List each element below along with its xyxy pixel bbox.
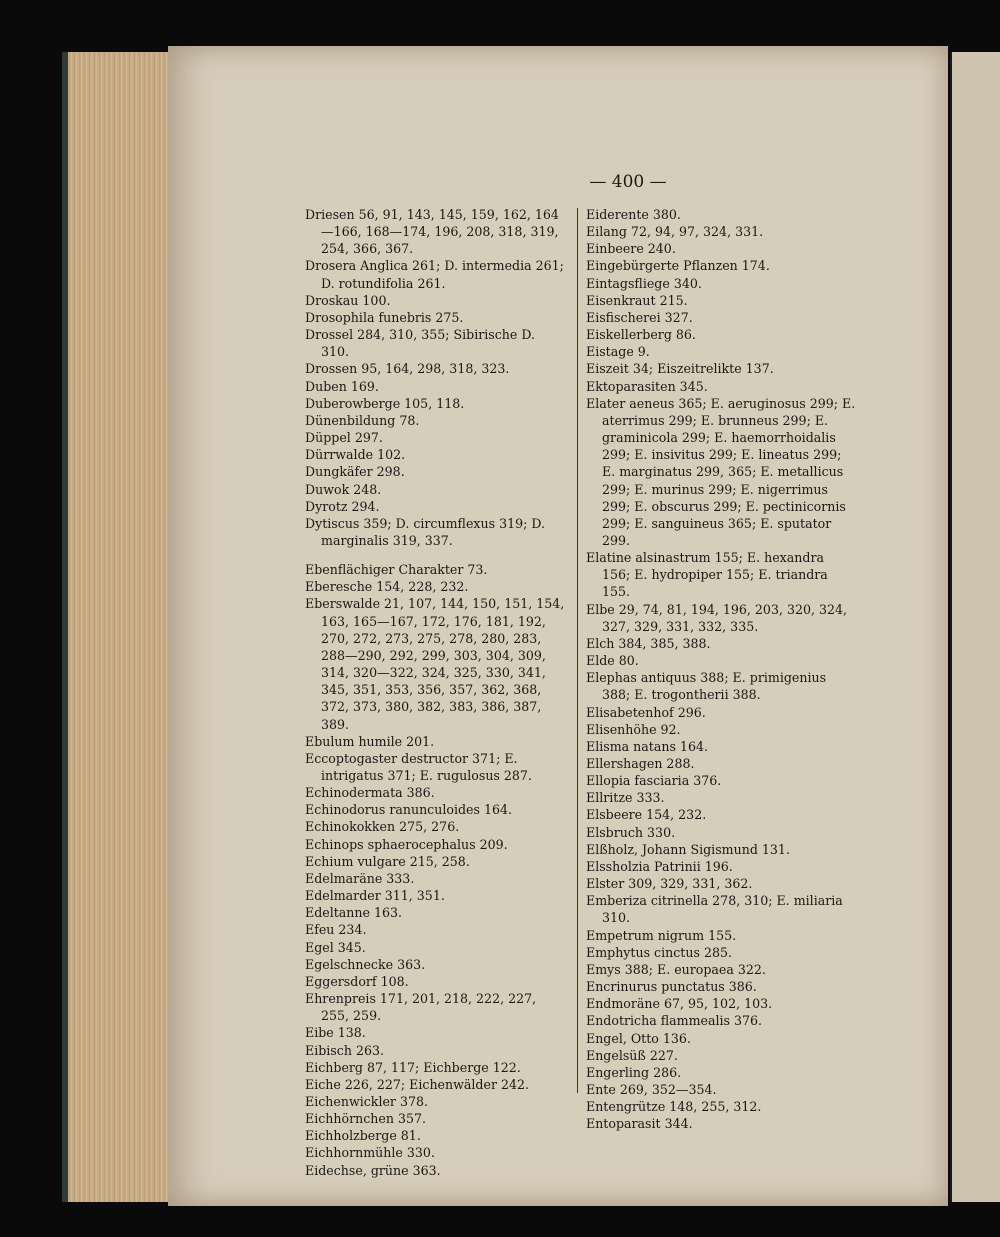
index-entry: Eibisch 263. (305, 1042, 384, 1058)
index-entry: Eichhörnchen 357. (305, 1111, 426, 1127)
index-entry: Eberswalde 21, 107, 144, 150, 151, 154, 163, 165—167, 172, 176, 181, 192, 270, 272, 273, 275, 278, 280, 283, 288—290, 292, 299, 303, 304, 309, 314, 320—322, 324, 325, 330, 341, 345, 351, 353, 356, 357, 362, 368, 372, 373, 380, 382, 383, 386, 387, 389. (305, 596, 565, 732)
index-entry: Eccoptogaster destructor 371; E. intrigatus 371; E. rugulosus 287. (305, 750, 532, 783)
index-entry: Emys 388; E. europaea 322. (586, 961, 766, 977)
index-entry: Eidechse, grüne 363. (305, 1162, 441, 1178)
index-entry: Duwok 248. (305, 481, 382, 497)
index-entry: Edelmaräne 333. (305, 870, 415, 886)
index-entry: Drosera Anglica 261; D. intermedia 261; D. rotundifolia 261. (305, 258, 564, 291)
page-number: — 400 — (589, 172, 667, 192)
index-entry: Eiche 226, 227; Eichenwälder 242. (305, 1076, 530, 1092)
index-entry: Dytiscus 359; D. circumflexus 319; D. marginalis 319, 337. (305, 515, 546, 548)
index-entry: Elatine alsinastrum 155; E. hexandra 156; E. hydropiper 155; E. triandra 155. (586, 550, 828, 600)
index-entry: Elßholz, Johann Sigismund 131. (586, 841, 790, 857)
index-entry: Dyrotz 294. (305, 498, 380, 514)
index-entry: Eichberg 87, 117; Eichberge 122. (305, 1059, 521, 1075)
index-entry: Empetrum nigrum 155. (586, 927, 737, 943)
index-entry: Drosophila funebris 275. (305, 309, 464, 325)
index-entry: Endmoräne 67, 95, 102, 103. (586, 996, 773, 1012)
index-entry: Duben 169. (305, 378, 379, 394)
index-entry: Ektoparasiten 345. (586, 378, 708, 394)
index-entry: Elch 384, 385, 388. (586, 635, 711, 651)
index-entry: Ellershagen 288. (586, 756, 695, 771)
index-entry: Elisabetenhof 296. (586, 704, 706, 720)
book-page (168, 46, 948, 1206)
index-entry: Ebenflächiger Charakter 73. (305, 562, 488, 578)
index-entry: Elster 309, 329, 331, 362. (586, 876, 753, 892)
index-entry: Eintagsfliege 340. (586, 275, 702, 291)
index-entry: Ebulum humile 201. (305, 733, 435, 749)
index-entry: Egel 345. (305, 939, 366, 955)
index-entry: Dungkäfer 298. (305, 464, 405, 480)
index-entry: Elephas antiquus 388; E. primigenius 388; E. trogontherii 388. (586, 670, 827, 703)
index-entry: Elde 80. (586, 653, 639, 669)
index-entry: Efeu 234. (305, 922, 367, 938)
index-entry: Drossen 95, 164, 298, 318, 323. (305, 361, 510, 377)
index-entry: Eichhornmühle 330. (305, 1145, 435, 1161)
index-entry: Elater aeneus 365; E. aeruginosus 299; E. aterrimus 299; E. brunneus 299; E. graminicola 299; E. haemorrhoidalis 299; E. insivitus 299; E. lineatus 299; E. marginatus 299, 365; E. metallicus 299; E. murinus 299; E. nigerrimus 299; E. obscurus 299; E. pectinicornis 299; E. sanguineus 365; E. sputator 299. (586, 395, 856, 548)
index-entry: Düppel 297. (305, 430, 383, 446)
index-entry: Elisma natans 164. (586, 738, 708, 754)
column-divider (577, 208, 578, 1093)
index-column-right (586, 206, 856, 1132)
index-entry: Eichholzberge 81. (305, 1128, 421, 1144)
index-entry: Emphytus cinctus 285. (586, 944, 732, 960)
index-entry: Elsbruch 330. (586, 824, 676, 840)
index-entry: Edelmarder 311, 351. (305, 888, 445, 904)
index-entry: Eisenkraut 215. (586, 292, 688, 308)
index-entry: Elbe 29, 74, 81, 194, 196, 203, 320, 324, 327, 329, 331, 332, 335. (586, 601, 848, 634)
index-entry: Eibe 138. (305, 1025, 366, 1041)
index-entry: Driesen 56, 91, 143, 145, 159, 162, 164—166, 168—174, 196, 208, 318, 319, 254, 366, 367. (305, 207, 559, 257)
index-entry: Ellritze 333. (586, 790, 665, 806)
index-entry: Emberiza citrinella 278, 310; E. miliaria 310. (586, 893, 843, 926)
index-entry: Echinokokken 275, 276. (305, 819, 460, 835)
index-entry: Einbeere 240. (586, 241, 676, 257)
index-entry: Echium vulgare 215, 258. (305, 853, 470, 869)
index-entry: Eiderente 380. (586, 207, 681, 222)
index-entry: Eiskellerberg 86. (586, 327, 696, 343)
index-entry: Engelsüß 227. (586, 1047, 678, 1063)
index-entry: Elisenhöhe 92. (586, 721, 681, 737)
index-entry: Engerling 286. (586, 1064, 682, 1080)
index-entry: Droskau 100. (305, 292, 391, 308)
index-entry: Echinodorus ranunculoides 164. (305, 802, 513, 818)
index-entry: Ente 269, 352—354. (586, 1081, 717, 1097)
index-entry: Dünenbildung 78. (305, 412, 420, 428)
index-entry: Engel, Otto 136. (586, 1030, 691, 1046)
index-entry: Ehrenpreis 171, 201, 218, 222, 227, 255, 259. (305, 991, 537, 1024)
adjacent-page (950, 52, 1000, 1202)
index-entry: Echinops sphaerocephalus 209. (305, 836, 508, 852)
index-entry: Elssholzia Patrinii 196. (586, 858, 733, 874)
index-entry: Eberesche 154, 228, 232. (305, 579, 469, 595)
index-entry: Encrinurus punctatus 386. (586, 979, 757, 995)
index-entry: Drossel 284, 310, 355; Sibirische D. 310. (305, 327, 536, 360)
index-entry: Duberowberge 105, 118. (305, 395, 465, 411)
index-entry: Entoparasit 344. (586, 1116, 693, 1132)
index-entry: Entengrütze 148, 255, 312. (586, 1099, 762, 1115)
index-entry: Eisfischerei 327. (586, 309, 693, 325)
index-entry: Edeltanne 163. (305, 905, 403, 921)
index-entry: Eistage 9. (586, 344, 650, 360)
index-entry: Eggersdorf 108. (305, 973, 409, 989)
index-entry: Eichenwickler 378. (305, 1093, 428, 1109)
index-entry: Elsbeere 154, 232. (586, 807, 707, 823)
index-entry: Egelschnecke 363. (305, 956, 426, 972)
index-entry: Dürrwalde 102. (305, 447, 406, 463)
index-entry: Eiszeit 34; Eiszeitrelikte 137. (586, 361, 774, 377)
index-entry: Eingebürgerte Pflanzen 174. (586, 258, 770, 274)
index-entry: Echinodermata 386. (305, 785, 435, 801)
index-entry: Ellopia fasciaria 376. (586, 773, 722, 789)
index-entry: Eilang 72, 94, 97, 324, 331. (586, 224, 764, 240)
index-column-left (305, 206, 567, 1179)
index-entry: Endotricha flammealis 376. (586, 1013, 763, 1029)
